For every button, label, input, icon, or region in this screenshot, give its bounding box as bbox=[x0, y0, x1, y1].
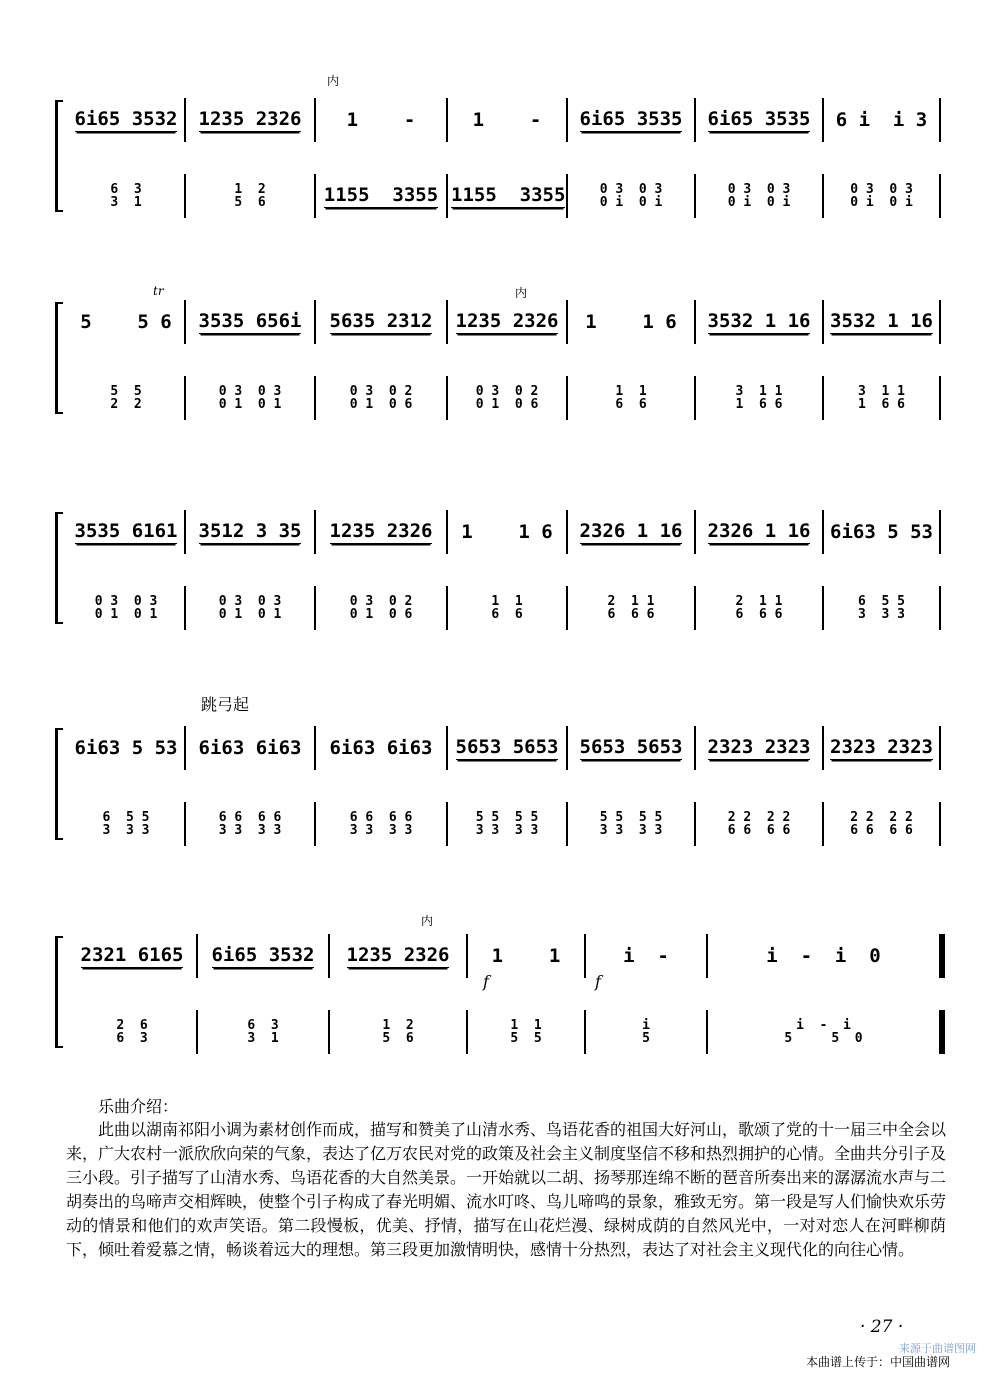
melody-measure bbox=[67, 510, 185, 554]
melody-staff bbox=[67, 934, 940, 978]
accomp-measure bbox=[707, 1010, 940, 1054]
accomp-notes: 1155 3355 bbox=[451, 184, 566, 206]
accomp-measure bbox=[447, 586, 567, 630]
melody-measure bbox=[315, 300, 447, 344]
accomp-measure bbox=[823, 174, 940, 218]
melody-notes: 6i65 3532 bbox=[211, 944, 315, 966]
melody-measure bbox=[567, 510, 695, 554]
accomp-notes: 0 3 0 2 0 1 0 6 bbox=[475, 384, 539, 412]
accompaniment-staff bbox=[67, 1010, 940, 1054]
accomp-measure bbox=[695, 174, 823, 218]
melody-notes: 1235 2326 bbox=[329, 520, 433, 542]
melody-notes: i - i 0 bbox=[766, 945, 881, 967]
melody-measure bbox=[67, 98, 185, 142]
melody-notes: 2323 2323 bbox=[707, 736, 811, 758]
melody-measure bbox=[185, 726, 315, 770]
bar-line bbox=[939, 174, 941, 218]
accomp-measure bbox=[185, 376, 315, 420]
melody-notes: 2321 6165 bbox=[80, 944, 184, 966]
accomp-notes: 5 5 2 2 bbox=[110, 384, 142, 412]
melody-measure bbox=[707, 934, 940, 978]
melody-notes: 3535 6161 bbox=[74, 520, 178, 542]
score-system-4 bbox=[55, 695, 940, 848]
accomp-measure bbox=[185, 174, 315, 218]
melody-notes: 2326 1 16 bbox=[707, 520, 811, 542]
accomp-notes: i - i 5 5 0 bbox=[784, 1018, 863, 1046]
melody-measure bbox=[67, 726, 185, 770]
melody-measure bbox=[315, 98, 447, 142]
accomp-measure bbox=[695, 586, 823, 630]
dynamic-forte: f bbox=[595, 972, 601, 991]
articulation-mark: 内 bbox=[515, 286, 528, 300]
system-bracket bbox=[55, 512, 58, 624]
accomp-measure bbox=[567, 802, 695, 846]
accomp-notes: 0 3 0 2 0 1 0 6 bbox=[349, 384, 413, 412]
melody-measure bbox=[67, 934, 197, 978]
melody-measure bbox=[567, 300, 695, 344]
melody-notes: 1 1 bbox=[491, 945, 561, 967]
accomp-measure bbox=[695, 802, 823, 846]
accomp-measure bbox=[185, 802, 315, 846]
score-system-3 bbox=[55, 502, 940, 632]
melody-staff bbox=[67, 300, 940, 344]
melody-notes: 6i63 5 53 bbox=[830, 521, 933, 543]
accomp-measure bbox=[823, 586, 940, 630]
melody-notes: i - bbox=[623, 945, 669, 967]
melody-notes: 1 1 6 bbox=[585, 311, 677, 333]
melody-measure bbox=[695, 300, 823, 344]
accomp-measure bbox=[567, 174, 695, 218]
melody-measure bbox=[185, 300, 315, 344]
bar-line bbox=[939, 586, 941, 630]
accomp-notes: 1155 3355 bbox=[323, 184, 439, 206]
accomp-notes: 0 3 0 3 0 1 0 1 bbox=[218, 384, 282, 412]
melody-measure bbox=[315, 726, 447, 770]
accomp-measure bbox=[823, 802, 940, 846]
score-system-2 bbox=[55, 284, 940, 422]
bar-line bbox=[939, 376, 941, 420]
accompaniment-staff bbox=[67, 802, 940, 846]
melody-notes: 1235 2326 bbox=[346, 944, 450, 966]
accomp-measure bbox=[567, 376, 695, 420]
accomp-measure bbox=[823, 376, 940, 420]
accomp-measure bbox=[67, 1010, 197, 1054]
system-bracket bbox=[55, 728, 58, 840]
bar-line bbox=[939, 98, 941, 142]
accomp-measure bbox=[567, 586, 695, 630]
footer-text: 本曲谱上传于：中国曲谱网 bbox=[806, 1355, 951, 1369]
accomp-measure bbox=[585, 1010, 707, 1054]
accomp-notes: 3 1 1 1 6 6 bbox=[735, 384, 783, 412]
melody-measure bbox=[695, 510, 823, 554]
accomp-notes: 0 3 0 3 0 1 0 1 bbox=[218, 594, 282, 622]
accomp-notes: 1 2 5 6 bbox=[234, 182, 266, 210]
articulation-mark: 内 bbox=[421, 914, 434, 928]
accomp-notes: 5 5 5 5 3 3 3 3 bbox=[475, 810, 539, 838]
accomp-measure bbox=[695, 376, 823, 420]
accomp-notes: 6 6 6 6 3 3 3 3 bbox=[218, 810, 282, 838]
accomp-measure bbox=[315, 586, 447, 630]
melody-staff bbox=[67, 98, 940, 142]
melody-measure bbox=[567, 98, 695, 142]
accomp-measure bbox=[329, 1010, 467, 1054]
melody-notes: 2323 2323 bbox=[830, 736, 933, 758]
accomp-notes: 0 3 0 3 0 1 0 1 bbox=[94, 594, 158, 622]
accomp-measure bbox=[467, 1010, 585, 1054]
accomp-measure bbox=[197, 1010, 329, 1054]
accomp-notes: 1 1 6 6 bbox=[491, 594, 523, 622]
final-bar-line bbox=[941, 934, 945, 978]
bar-line bbox=[939, 300, 941, 344]
melody-notes: 6i63 5 53 bbox=[74, 737, 178, 759]
melody-notes: 3535 656i bbox=[198, 310, 302, 332]
accomp-notes: i 5 bbox=[642, 1018, 650, 1046]
accomp-notes: 5 5 5 5 3 3 3 3 bbox=[599, 810, 663, 838]
final-bar-line bbox=[941, 1010, 945, 1054]
accomp-notes: 2 1 1 6 6 6 bbox=[607, 594, 655, 622]
melody-notes: 6i65 3535 bbox=[579, 108, 683, 130]
melody-measure bbox=[329, 934, 467, 978]
accomp-measure bbox=[447, 802, 567, 846]
score-system-5 bbox=[55, 914, 940, 1056]
melody-measure bbox=[823, 510, 940, 554]
accompaniment-staff bbox=[67, 174, 940, 218]
melody-measure bbox=[823, 300, 940, 344]
accomp-measure bbox=[315, 174, 447, 218]
accomp-notes: 1 2 5 6 bbox=[382, 1018, 414, 1046]
melody-measure bbox=[185, 98, 315, 142]
accomp-notes: 6 3 3 1 bbox=[247, 1018, 279, 1046]
accomp-measure bbox=[315, 376, 447, 420]
melody-measure bbox=[695, 98, 823, 142]
melody-staff bbox=[67, 726, 940, 770]
melody-measure bbox=[467, 934, 585, 978]
accomp-notes: 6 3 3 1 bbox=[110, 182, 142, 210]
melody-notes: 5 5 6 bbox=[80, 311, 172, 333]
melody-measure bbox=[315, 510, 447, 554]
accompaniment-staff bbox=[67, 376, 940, 420]
melody-notes: 6i65 3535 bbox=[707, 108, 811, 130]
accomp-measure bbox=[315, 802, 447, 846]
melody-measure bbox=[67, 300, 185, 344]
bar-line bbox=[939, 726, 941, 770]
melody-measure bbox=[823, 98, 940, 142]
accomp-notes: 0 3 0 2 0 1 0 6 bbox=[349, 594, 413, 622]
accomp-notes: 2 1 1 6 6 6 bbox=[735, 594, 783, 622]
melody-measure bbox=[197, 934, 329, 978]
accomp-measure bbox=[67, 376, 185, 420]
intro-body: 此曲以湖南祁阳小调为素材创作而成，描写和赞美了山清水秀、鸟语花香的祖国大好河山，歌颂了党的十一届三中全会以来，广大农村一派欣欣向荣的气象，表达了亿万农民对党的政策及社会主义制度坚信不移和热烈拥护的心情。全曲共分引子及三小段。引子描写了山清水秀、鸟语花香的大自然美景。一开始就以二胡、扬琴那连绵不断的琶音所奏出来的潺潺流水声与二胡奏出的鸟啼声交相辉映，使整个引子构成了春光明媚、流水叮咚、鸟儿啼鸣的景象，雅致无穷。第一段是写人们愉快欢乐劳动的情景和他们的欢声笑语。第二段慢板，优美、抒情，描写在山花烂漫、绿树成荫的自然风光中，一对对恋人在河畔柳荫下，倾吐着爱慕之情，畅谈着远大的理想。第三段更加激情明快，感情十分热烈，表达了对社会主义现代化的向往心情。 bbox=[66, 1120, 947, 1259]
melody-measure bbox=[823, 726, 940, 770]
accomp-notes: 0 3 0 3 0 i 0 i bbox=[850, 182, 913, 210]
accomp-notes: 3 1 1 1 6 6 bbox=[858, 384, 905, 412]
melody-measure bbox=[447, 300, 567, 344]
accomp-notes: 6 5 5 3 3 3 bbox=[102, 810, 150, 838]
melody-staff bbox=[67, 510, 940, 554]
melody-notes: 6 i i 3 bbox=[835, 109, 928, 131]
melody-measure bbox=[447, 510, 567, 554]
trill-mark: tr bbox=[153, 284, 164, 298]
accomp-measure bbox=[185, 586, 315, 630]
watermark: 来源于曲谱图网 bbox=[899, 1343, 976, 1355]
accomp-notes: 0 3 0 3 0 i 0 i bbox=[727, 182, 791, 210]
system-bracket bbox=[55, 100, 58, 212]
melody-notes: 3532 1 16 bbox=[707, 310, 811, 332]
melody-notes: 6i65 3532 bbox=[74, 108, 178, 130]
accomp-measure bbox=[67, 586, 185, 630]
accomp-measure bbox=[67, 174, 185, 218]
melody-notes: 1 - bbox=[472, 109, 542, 131]
melody-notes: 2326 1 16 bbox=[579, 520, 683, 542]
accomp-notes: 0 3 0 3 0 i 0 i bbox=[599, 182, 663, 210]
accomp-measure bbox=[67, 802, 185, 846]
score-system-1 bbox=[55, 74, 940, 220]
bar-line bbox=[939, 510, 941, 554]
accomp-notes: 2 2 2 2 6 6 6 6 bbox=[727, 810, 791, 838]
melody-measure bbox=[585, 934, 707, 978]
melody-notes: 6i63 6i63 bbox=[198, 737, 302, 759]
melody-notes: 1235 2326 bbox=[455, 310, 559, 332]
melody-measure bbox=[185, 510, 315, 554]
melody-notes: 3512 3 35 bbox=[198, 520, 302, 542]
articulation-mark: 内 bbox=[327, 74, 340, 88]
accomp-measure bbox=[447, 376, 567, 420]
accomp-notes: 1 1 6 6 bbox=[615, 384, 647, 412]
accomp-notes: 2 6 6 3 bbox=[116, 1018, 148, 1046]
melody-notes: 1235 2326 bbox=[198, 108, 302, 130]
bar-line bbox=[939, 802, 941, 846]
accompaniment-staff bbox=[67, 586, 940, 630]
accomp-notes: 6 5 5 3 3 3 bbox=[858, 594, 905, 622]
accomp-notes: 6 6 6 6 3 3 3 3 bbox=[349, 810, 413, 838]
system-bracket bbox=[55, 936, 58, 1048]
melody-notes: 5635 2312 bbox=[329, 310, 433, 332]
dynamic-forte: f bbox=[483, 972, 489, 991]
accomp-measure bbox=[447, 174, 567, 218]
melody-notes: 5653 5653 bbox=[579, 736, 683, 758]
melody-measure bbox=[447, 726, 567, 770]
melody-notes: 3532 1 16 bbox=[830, 310, 933, 332]
melody-measure bbox=[567, 726, 695, 770]
melody-notes: 5653 5653 bbox=[455, 736, 559, 758]
system-bracket bbox=[55, 302, 58, 414]
accomp-notes: 1 1 5 5 bbox=[510, 1018, 542, 1046]
melody-measure bbox=[695, 726, 823, 770]
melody-measure bbox=[447, 98, 567, 142]
melody-notes: 6i63 6i63 bbox=[329, 737, 433, 759]
melody-notes: 1 - bbox=[346, 109, 416, 131]
intro-title: 乐曲介绍： bbox=[98, 1097, 179, 1116]
melody-notes: 1 1 6 bbox=[461, 521, 553, 543]
accomp-notes: 2 2 2 2 6 6 6 6 bbox=[850, 810, 913, 838]
bowing-instruction: 跳弓起 bbox=[201, 695, 250, 714]
page-number: · 27 · bbox=[860, 1317, 904, 1337]
